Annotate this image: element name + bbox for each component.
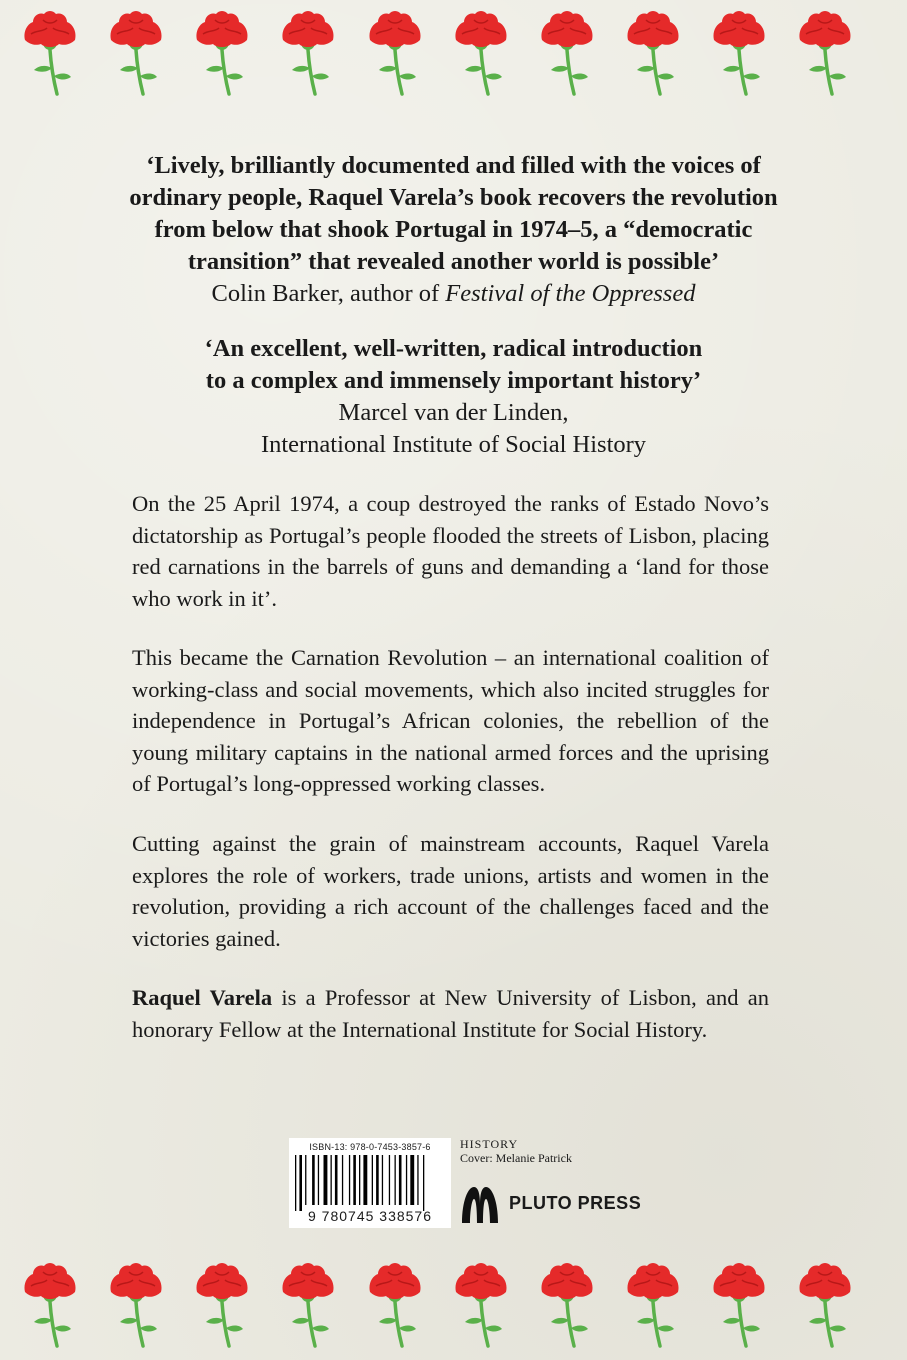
- barcode-bar: [376, 1155, 379, 1205]
- barcode-bar: [389, 1155, 390, 1205]
- carnation-icon: [710, 1262, 768, 1352]
- carnation-icon: [538, 10, 596, 100]
- barcode-bar: [295, 1155, 296, 1211]
- carnation-icon: [107, 10, 165, 100]
- barcode-bar: [382, 1155, 383, 1205]
- attribution-book-title: Festival of the Oppressed: [445, 280, 696, 307]
- barcode-number: 9 780745 338576: [308, 1208, 432, 1224]
- publisher-logo: [460, 1183, 680, 1227]
- barcode-bar: [406, 1155, 407, 1205]
- barcode-bars: [295, 1155, 445, 1211]
- author-bio: [132, 982, 769, 1045]
- carnation-icon: [452, 1262, 510, 1352]
- pluto-press-logo-icon: [460, 1183, 500, 1225]
- carnation-icon: [366, 1262, 424, 1352]
- blurb-paragraph-1: On the 25 April 1974, a coup destroyed the ranks of Estado Novo’s dictatorship as Portugal’s people flooded the streets of Lisbon, placing red carnations in the barrels of guns and demanding a ‘land for those who work in it’.: [132, 491, 769, 611]
- barcode-bar: [353, 1155, 356, 1205]
- barcode-bar: [399, 1155, 402, 1205]
- carnation-icon: [452, 10, 510, 100]
- carnation-icon: [796, 10, 854, 100]
- barcode: [289, 1138, 451, 1228]
- barcode-bar: [372, 1155, 373, 1205]
- quote-colin-barker: [0, 150, 907, 310]
- barcode-bar: [410, 1155, 414, 1205]
- carnation-icon: [193, 1262, 251, 1352]
- carnation-icon: [538, 1262, 596, 1352]
- attribution-prefix: Colin Barker, author of: [211, 280, 446, 307]
- blurb-paragraph-3: Cutting against the grain of mainstream accounts, Raquel Varela explores the role of workers, trade unions, artists and women in the revolution, providing a rich account of the challenges faced and the victories gained.: [132, 831, 769, 951]
- barcode-bar: [335, 1155, 338, 1205]
- quote-line: ordinary people, Raquel Varela’s book recovers the revolution: [129, 184, 778, 211]
- quote-line: ‘An excellent, well-written, radical introduction: [204, 335, 703, 362]
- quote-line: to a complex and immensely important history’: [205, 367, 702, 394]
- barcode-bar: [331, 1155, 332, 1205]
- carnation-icon: [366, 10, 424, 100]
- barcode-bar: [305, 1155, 306, 1205]
- barcode-bar: [395, 1155, 396, 1205]
- quote-marcel-van-der-linden: [0, 333, 907, 461]
- author-bio-text: is a Professor at New University of Lisbon, and an honorary Fellow at the International Institute for Social History.: [132, 985, 769, 1042]
- barcode-bar: [417, 1155, 418, 1205]
- cover-credit: Cover: Melanie Patrick: [460, 1151, 572, 1165]
- quote-attribution: [0, 278, 907, 310]
- quote-attribution: International Institute of Social History: [260, 431, 647, 458]
- carnation-icon: [624, 1262, 682, 1352]
- quote-line: from below that shook Portugal in 1974–5, a “democratic: [154, 216, 753, 243]
- carnation-icon: [21, 10, 79, 100]
- isbn-label: ISBN-13: 978-0-7453-3857-6: [309, 1142, 431, 1152]
- barcode-bar: [363, 1155, 367, 1205]
- category-label: HISTORY: [460, 1137, 519, 1151]
- barcode-bar: [324, 1155, 328, 1205]
- barcode-bar: [359, 1155, 360, 1205]
- barcode-bar: [423, 1155, 424, 1211]
- blurb-paragraph-2: This became the Carnation Revolution – an international coalition of working-class and social movements, which also incited struggles for independence in Portugal’s African colonies, the rebellion of the young military captains in the national armed forces and the uprising of Portugal’s long-oppressed working classes.: [132, 645, 769, 796]
- carnation-icon: [710, 10, 768, 100]
- carnation-icon: [624, 10, 682, 100]
- quote-line: transition” that revealed another world is possible’: [187, 248, 720, 275]
- carnation-icon: [21, 1262, 79, 1352]
- carnation-icon: [107, 1262, 165, 1352]
- quote-attribution: Marcel van der Linden,: [338, 399, 569, 426]
- carnation-icon: [279, 1262, 337, 1352]
- barcode-bar: [349, 1155, 350, 1205]
- carnation-row-top: [0, 10, 907, 100]
- barcode-bar: [318, 1155, 319, 1205]
- author-name: Raquel Varela: [132, 985, 273, 1010]
- carnation-icon: [796, 1262, 854, 1352]
- barcode-bar: [342, 1155, 343, 1205]
- carnation-icon: [193, 10, 251, 100]
- publisher-name: PLUTO PRESS: [509, 1193, 642, 1213]
- barcode-bar: [299, 1155, 302, 1211]
- quote-line: ‘Lively, brilliantly documented and filled with the voices of: [146, 152, 761, 179]
- barcode-bar: [312, 1155, 315, 1205]
- carnation-icon: [279, 10, 337, 100]
- carnation-row-bottom: [0, 1262, 907, 1352]
